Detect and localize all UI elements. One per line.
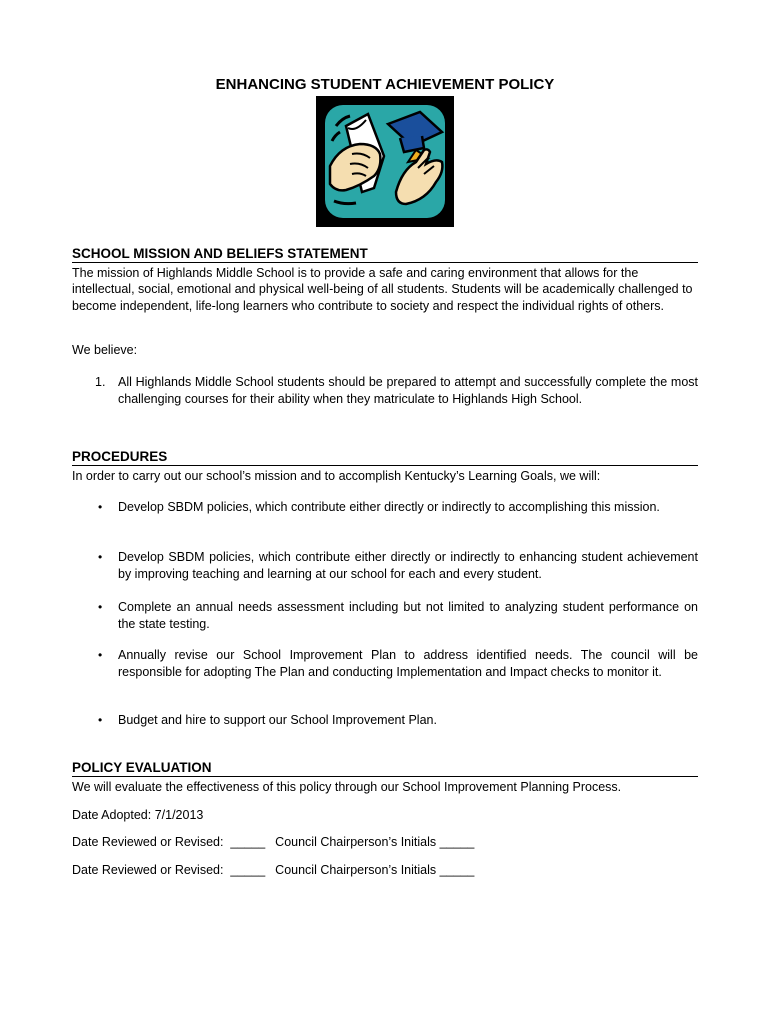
- believe-label: We believe:: [72, 343, 138, 357]
- mission-text: The mission of Highlands Middle School is to provide a safe and caring environment that allows for the intellectual, social, emotional and physical well-being of all students. Students will be academically challenged to become independent, life-long learners who contribute to society and respect the individual rights of others.: [72, 266, 693, 313]
- chairperson-initials: Council Chairperson’s Initials _____: [275, 863, 475, 877]
- procedures-list: [95, 549, 698, 582]
- procedures-list: [95, 647, 698, 680]
- list-item: [95, 647, 698, 680]
- evaluation-text: We will evaluate the effectiveness of this policy through our School Improvement Planning Process.: [72, 780, 622, 794]
- belief-text: All Highlands Middle School students should be prepared to attempt and successfully complete the most challenging courses for their ability when they matriculate to Highlands High School.: [118, 375, 698, 406]
- list-item: [95, 549, 698, 582]
- beliefs-list: [95, 374, 698, 407]
- bullet-icon: •: [98, 500, 103, 514]
- chairperson-initials: Council Chairperson’s Initials _____: [275, 835, 475, 849]
- graduation-clipart-icon: [316, 96, 454, 227]
- mission-section: [72, 246, 698, 314]
- procedures-list: [95, 499, 698, 516]
- procedures-list: [95, 599, 698, 632]
- bullet-icon: •: [98, 600, 103, 614]
- bullet-icon: •: [98, 713, 103, 727]
- mission-heading: SCHOOL MISSION AND BELIEFS STATEMENT: [72, 246, 698, 263]
- review-date-label: Date Reviewed or Revised: _____: [72, 835, 266, 849]
- evaluation-heading: POLICY EVALUATION: [72, 760, 698, 777]
- list-item: [95, 599, 698, 632]
- procedure-text: Annually revise our School Improvement Plan to address identified needs. The council will be responsible for adopting The Plan and conducting Implementation and Impact checks to monitor it.: [118, 648, 698, 679]
- bullet-icon: •: [98, 550, 103, 564]
- review-date-label: Date Reviewed or Revised: _____: [72, 863, 266, 877]
- list-number: 1.: [95, 375, 106, 389]
- bullet-icon: •: [98, 648, 103, 662]
- procedure-text: Develop SBDM policies, which contribute either directly or indirectly to enhancing student achievement by improving teaching and learning at our school for each and every student.: [118, 550, 698, 581]
- review-row: [72, 835, 474, 849]
- list-item: [95, 499, 698, 516]
- page-title: ENHANCING STUDENT ACHIEVEMENT POLICY: [215, 76, 555, 93]
- review-row: [72, 863, 474, 877]
- procedures-intro: In order to carry out our school’s mission and to accomplish Kentucky’s Learning Goals, we will:: [72, 469, 601, 483]
- list-item: [95, 712, 698, 729]
- list-item: [95, 374, 698, 407]
- procedure-text: Develop SBDM policies, which contribute either directly or indirectly to accomplishing this mission.: [118, 500, 660, 514]
- procedure-text: Budget and hire to support our School Improvement Plan.: [118, 713, 437, 727]
- procedures-heading: PROCEDURES: [72, 449, 698, 466]
- evaluation-section: [72, 760, 698, 795]
- date-adopted: Date Adopted: 7/1/2013: [72, 808, 204, 822]
- procedure-text: Complete an annual needs assessment including but not limited to analyzing student performance on the state testing.: [118, 600, 698, 631]
- procedures-list: [95, 712, 698, 729]
- procedures-section: [72, 449, 698, 484]
